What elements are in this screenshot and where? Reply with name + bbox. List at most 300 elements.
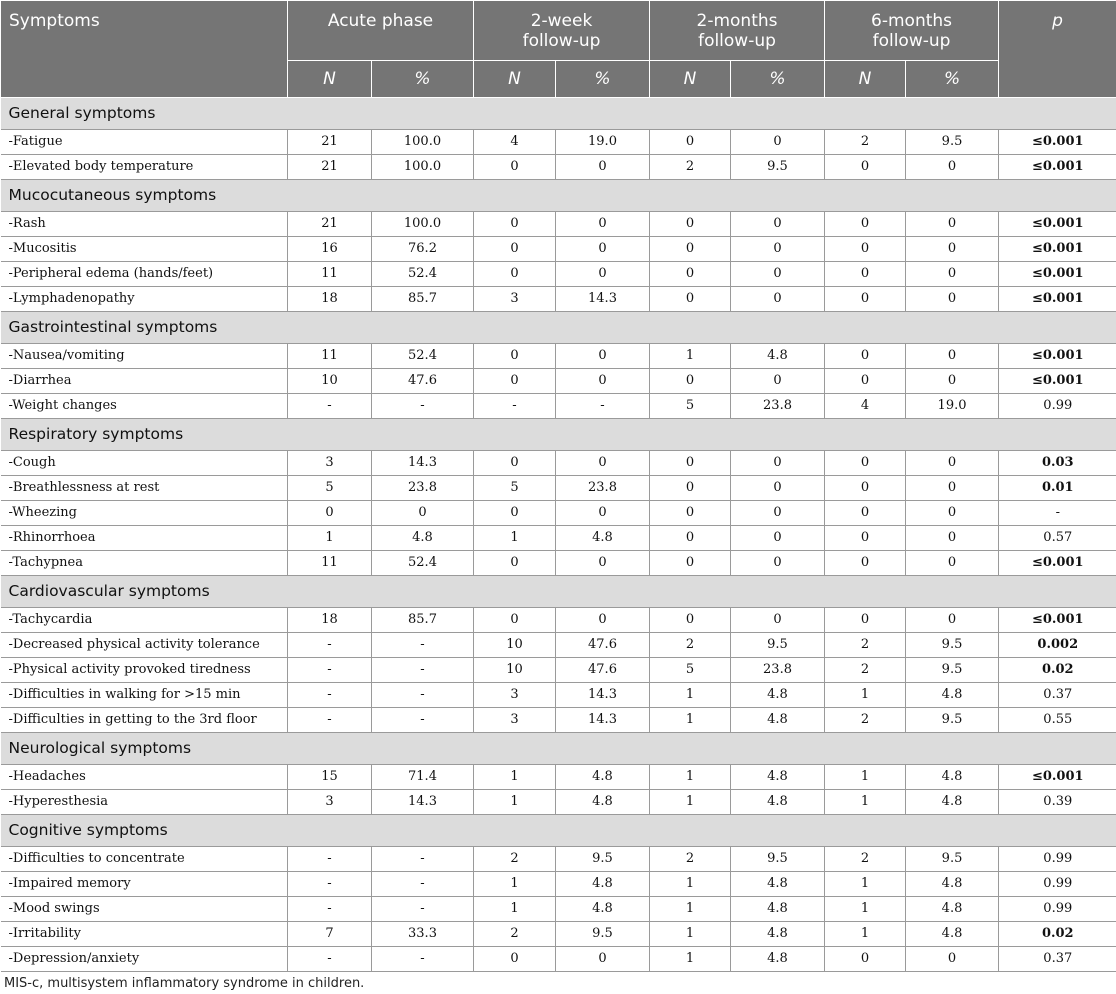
count-cell: 0	[474, 155, 556, 180]
section-title: Mucocutaneous symptoms	[1, 180, 1116, 212]
count-cell: 0	[650, 130, 731, 155]
p-value: ≤0.001	[1031, 373, 1084, 388]
percent-cell: 4.8	[906, 683, 999, 708]
p-value: ≤0.001	[1031, 241, 1084, 256]
table-row	[1, 394, 1116, 419]
count-cell: 15	[288, 765, 372, 790]
percent-cell: 0	[906, 237, 999, 262]
count-cell: 2	[825, 130, 906, 155]
p-value-cell	[999, 947, 1116, 972]
count-cell: 11	[288, 344, 372, 369]
footnote: MIS-c, multisystem inflammatory syndrome in children.	[4, 976, 365, 991]
header-p-value: p	[999, 1, 1116, 98]
count-cell: 1	[474, 765, 556, 790]
section-row	[1, 733, 1116, 765]
p-value-cell	[999, 451, 1116, 476]
header-sub-n: N	[288, 61, 372, 98]
count-cell: 10	[474, 658, 556, 683]
percent-cell: 0	[906, 947, 999, 972]
percent-cell: 0	[731, 262, 825, 287]
p-value-cell	[999, 155, 1116, 180]
symptom-name: -Headaches	[1, 765, 288, 790]
count-cell: 3	[474, 683, 556, 708]
p-value-cell	[999, 872, 1116, 897]
percent-cell: -	[372, 897, 474, 922]
table-row	[1, 526, 1116, 551]
percent-cell: 0	[731, 476, 825, 501]
percent-cell: 4.8	[556, 790, 650, 815]
p-value: ≤0.001	[1031, 266, 1084, 281]
p-value-cell	[999, 608, 1116, 633]
symptom-name: -Breathlessness at rest	[1, 476, 288, 501]
count-cell: 0	[650, 262, 731, 287]
table-row	[1, 287, 1116, 312]
symptom-name: -Impaired memory	[1, 872, 288, 897]
count-cell: 0	[825, 501, 906, 526]
count-cell: 3	[288, 451, 372, 476]
percent-cell: 23.8	[372, 476, 474, 501]
section-row	[1, 312, 1116, 344]
count-cell: 0	[825, 237, 906, 262]
section-row	[1, 180, 1116, 212]
table-body	[1, 98, 1116, 972]
p-value-cell	[999, 551, 1116, 576]
table-row	[1, 476, 1116, 501]
count-cell: 11	[288, 551, 372, 576]
percent-cell: 4.8	[906, 897, 999, 922]
symptom-name: -Mood swings	[1, 897, 288, 922]
count-cell: 0	[650, 501, 731, 526]
count-cell: 1	[474, 526, 556, 551]
percent-cell: 100.0	[372, 155, 474, 180]
percent-cell: 14.3	[372, 451, 474, 476]
p-value: ≤0.001	[1031, 291, 1084, 306]
section-row	[1, 419, 1116, 451]
table-row	[1, 897, 1116, 922]
count-cell: 1	[650, 790, 731, 815]
percent-cell: 4.8	[556, 897, 650, 922]
symptom-name: -Peripheral edema (hands/feet)	[1, 262, 288, 287]
percent-cell: -	[372, 872, 474, 897]
count-cell: 1	[650, 765, 731, 790]
percent-cell: 0	[906, 451, 999, 476]
p-value-cell	[999, 262, 1116, 287]
count-cell: 21	[288, 130, 372, 155]
count-cell: 0	[650, 237, 731, 262]
count-cell: 0	[650, 369, 731, 394]
count-cell: 3	[474, 708, 556, 733]
percent-cell: 0	[906, 287, 999, 312]
percent-cell: 9.5	[556, 847, 650, 872]
percent-cell: 0	[731, 608, 825, 633]
table-row	[1, 344, 1116, 369]
count-cell: 0	[288, 501, 372, 526]
table-row	[1, 683, 1116, 708]
p-value: ≤0.001	[1031, 348, 1084, 363]
count-cell: 0	[474, 212, 556, 237]
percent-cell: 0	[556, 451, 650, 476]
count-cell: 2	[825, 708, 906, 733]
count-cell: 1	[474, 790, 556, 815]
count-cell: 5	[650, 394, 731, 419]
p-value-cell	[999, 897, 1116, 922]
count-cell: 0	[650, 476, 731, 501]
percent-cell: 0	[556, 344, 650, 369]
percent-cell: -	[372, 633, 474, 658]
p-value-cell	[999, 237, 1116, 262]
symptom-name: -Physical activity provoked tiredness	[1, 658, 288, 683]
count-cell: -	[288, 847, 372, 872]
p-value-cell	[999, 287, 1116, 312]
p-value: 0.99	[1043, 901, 1073, 916]
count-cell: 4	[474, 130, 556, 155]
percent-cell: 14.3	[556, 287, 650, 312]
percent-cell: -	[372, 847, 474, 872]
count-cell: 0	[825, 212, 906, 237]
percent-cell: 0	[731, 551, 825, 576]
count-cell: 1	[650, 683, 731, 708]
percent-cell: 0	[556, 947, 650, 972]
table-row	[1, 947, 1116, 972]
percent-cell: -	[372, 947, 474, 972]
percent-cell: 4.8	[731, 922, 825, 947]
symptom-name: -Wheezing	[1, 501, 288, 526]
percent-cell: 0	[731, 212, 825, 237]
header-sub-pct: %	[556, 61, 650, 98]
section-row	[1, 576, 1116, 608]
percent-cell: 9.5	[906, 130, 999, 155]
header-2-months: 2-months follow-up	[650, 1, 825, 61]
symptom-name: -Tachypnea	[1, 551, 288, 576]
symptom-name: -Weight changes	[1, 394, 288, 419]
percent-cell: 9.5	[906, 658, 999, 683]
header-sub-pct: %	[906, 61, 999, 98]
p-value-cell	[999, 658, 1116, 683]
count-cell: 2	[825, 633, 906, 658]
header-sub-pct: %	[372, 61, 474, 98]
count-cell: 10	[474, 633, 556, 658]
p-value-cell	[999, 922, 1116, 947]
percent-cell: 4.8	[731, 872, 825, 897]
p-value: 0.39	[1043, 794, 1073, 809]
section-title: Gastrointestinal symptoms	[1, 312, 1116, 344]
p-value: ≤0.001	[1031, 555, 1084, 570]
table-row	[1, 658, 1116, 683]
section-title: Cardiovascular symptoms	[1, 576, 1116, 608]
count-cell: 5	[474, 476, 556, 501]
count-cell: 1	[825, 683, 906, 708]
percent-cell: 0	[906, 262, 999, 287]
count-cell: 0	[825, 947, 906, 972]
p-value-cell	[999, 212, 1116, 237]
percent-cell: 0	[731, 526, 825, 551]
percent-cell: 4.8	[372, 526, 474, 551]
percent-cell: 23.8	[731, 658, 825, 683]
percent-cell: 4.8	[556, 765, 650, 790]
count-cell: 3	[288, 790, 372, 815]
table-row	[1, 155, 1116, 180]
percent-cell: 9.5	[731, 633, 825, 658]
percent-cell: 0	[731, 287, 825, 312]
p-value-cell	[999, 501, 1116, 526]
percent-cell: 0	[556, 501, 650, 526]
count-cell: 18	[288, 608, 372, 633]
symptom-name: -Difficulties to concentrate	[1, 847, 288, 872]
count-cell: 0	[825, 476, 906, 501]
count-cell: 0	[650, 608, 731, 633]
count-cell: 2	[474, 847, 556, 872]
table-row	[1, 790, 1116, 815]
p-value: 0.37	[1043, 687, 1073, 702]
count-cell: 2	[825, 658, 906, 683]
section-title: Neurological symptoms	[1, 733, 1116, 765]
table-row	[1, 708, 1116, 733]
percent-cell: 0	[731, 501, 825, 526]
percent-cell: 4.8	[731, 344, 825, 369]
table-row	[1, 633, 1116, 658]
percent-cell: 14.3	[372, 790, 474, 815]
count-cell: 7	[288, 922, 372, 947]
header-sub-n: N	[825, 61, 906, 98]
count-cell: 11	[288, 262, 372, 287]
percent-cell: 76.2	[372, 237, 474, 262]
header-2-week: 2-week follow-up	[474, 1, 650, 61]
percent-cell: -	[372, 658, 474, 683]
table-row	[1, 872, 1116, 897]
percent-cell: 0	[731, 369, 825, 394]
table-row	[1, 922, 1116, 947]
percent-cell: 4.8	[731, 708, 825, 733]
p-value: ≤0.001	[1031, 612, 1084, 627]
p-value: 0.002	[1037, 637, 1079, 652]
count-cell: 1	[825, 765, 906, 790]
percent-cell: 0	[556, 212, 650, 237]
p-value-cell	[999, 708, 1116, 733]
symptom-name: -Mucositis	[1, 237, 288, 262]
symptom-name: -Rhinorrhoea	[1, 526, 288, 551]
p-value: 0.02	[1041, 662, 1074, 677]
count-cell: 4	[825, 394, 906, 419]
symptom-name: -Diarrhea	[1, 369, 288, 394]
percent-cell: 4.8	[906, 872, 999, 897]
percent-cell: 85.7	[372, 287, 474, 312]
percent-cell: 47.6	[556, 658, 650, 683]
percent-cell: 0	[731, 451, 825, 476]
p-value-cell	[999, 683, 1116, 708]
header-sub-n: N	[474, 61, 556, 98]
p-value: ≤0.001	[1031, 769, 1084, 784]
count-cell: -	[288, 708, 372, 733]
count-cell: -	[474, 394, 556, 419]
count-cell: 0	[825, 369, 906, 394]
count-cell: 0	[825, 262, 906, 287]
count-cell: 2	[825, 847, 906, 872]
percent-cell: 9.5	[731, 155, 825, 180]
count-cell: 0	[474, 947, 556, 972]
p-value: -	[1055, 505, 1060, 520]
count-cell: 0	[474, 501, 556, 526]
count-cell: 0	[825, 451, 906, 476]
percent-cell: 100.0	[372, 130, 474, 155]
count-cell: -	[288, 872, 372, 897]
count-cell: -	[288, 947, 372, 972]
symptom-name: -Depression/anxiety	[1, 947, 288, 972]
count-cell: 0	[825, 551, 906, 576]
percent-cell: 0	[906, 155, 999, 180]
symptom-name: -Cough	[1, 451, 288, 476]
percent-cell: 0	[731, 237, 825, 262]
count-cell: 0	[650, 451, 731, 476]
p-value-cell	[999, 344, 1116, 369]
count-cell: 5	[650, 658, 731, 683]
header-acute-phase: Acute phase	[288, 1, 474, 61]
percent-cell: 0	[556, 608, 650, 633]
count-cell: 0	[474, 608, 556, 633]
count-cell: 16	[288, 237, 372, 262]
p-value: 0.99	[1043, 851, 1073, 866]
percent-cell: 4.8	[731, 765, 825, 790]
symptom-name: -Hyperesthesia	[1, 790, 288, 815]
count-cell: 1	[650, 708, 731, 733]
percent-cell: 4.8	[906, 922, 999, 947]
percent-cell: 14.3	[556, 708, 650, 733]
symptom-name: -Tachycardia	[1, 608, 288, 633]
table-row	[1, 369, 1116, 394]
percent-cell: 4.8	[731, 790, 825, 815]
count-cell: -	[288, 394, 372, 419]
percent-cell: 14.3	[556, 683, 650, 708]
count-cell: 1	[650, 947, 731, 972]
percent-cell: -	[372, 394, 474, 419]
count-cell: 10	[288, 369, 372, 394]
p-value: 0.02	[1041, 926, 1074, 941]
p-value-cell	[999, 526, 1116, 551]
count-cell: 0	[474, 237, 556, 262]
p-value-cell	[999, 369, 1116, 394]
table-row	[1, 608, 1116, 633]
percent-cell: 23.8	[556, 476, 650, 501]
percent-cell: 52.4	[372, 551, 474, 576]
percent-cell: 0	[906, 476, 999, 501]
table-row	[1, 551, 1116, 576]
count-cell: -	[288, 897, 372, 922]
count-cell: 3	[474, 287, 556, 312]
table-row	[1, 765, 1116, 790]
count-cell: 18	[288, 287, 372, 312]
count-cell: 21	[288, 155, 372, 180]
percent-cell: 71.4	[372, 765, 474, 790]
count-cell: 0	[474, 344, 556, 369]
header-sub-pct: %	[731, 61, 825, 98]
count-cell: 0	[650, 212, 731, 237]
percent-cell: 100.0	[372, 212, 474, 237]
count-cell: -	[288, 683, 372, 708]
p-value: 0.99	[1043, 398, 1073, 413]
count-cell: 0	[650, 551, 731, 576]
p-value: ≤0.001	[1031, 216, 1084, 231]
count-cell: 1	[825, 922, 906, 947]
section-title: Respiratory symptoms	[1, 419, 1116, 451]
count-cell: 2	[650, 847, 731, 872]
percent-cell: -	[372, 708, 474, 733]
count-cell: 1	[650, 922, 731, 947]
count-cell: 0	[825, 526, 906, 551]
header-6-months: 6-months follow-up	[825, 1, 999, 61]
count-cell: 2	[474, 922, 556, 947]
count-cell: 21	[288, 212, 372, 237]
percent-cell: 0	[556, 551, 650, 576]
percent-cell: 52.4	[372, 262, 474, 287]
count-cell: 1	[650, 897, 731, 922]
symptom-name: -Rash	[1, 212, 288, 237]
symptom-name: -Irritability	[1, 922, 288, 947]
percent-cell: 0	[906, 501, 999, 526]
section-title: General symptoms	[1, 98, 1116, 130]
percent-cell: 9.5	[906, 633, 999, 658]
count-cell: 1	[825, 790, 906, 815]
percent-cell: 0	[731, 130, 825, 155]
percent-cell: 19.0	[906, 394, 999, 419]
count-cell: 1	[825, 872, 906, 897]
p-value: 0.01	[1041, 480, 1074, 495]
percent-cell: 33.3	[372, 922, 474, 947]
symptom-name: -Difficulties in walking for >15 min	[1, 683, 288, 708]
percent-cell: 52.4	[372, 344, 474, 369]
header-symptoms: Symptoms	[1, 1, 288, 98]
percent-cell: -	[372, 683, 474, 708]
percent-cell: 9.5	[906, 708, 999, 733]
count-cell: 0	[825, 155, 906, 180]
p-value: 0.99	[1043, 876, 1073, 891]
p-value-cell	[999, 790, 1116, 815]
p-value: 0.57	[1043, 530, 1073, 545]
percent-cell: 85.7	[372, 608, 474, 633]
count-cell: 1	[650, 344, 731, 369]
percent-cell: 0	[372, 501, 474, 526]
table-row	[1, 237, 1116, 262]
count-cell: 1	[474, 872, 556, 897]
count-cell: 1	[825, 897, 906, 922]
percent-cell: 4.8	[731, 683, 825, 708]
percent-cell: 0	[556, 262, 650, 287]
percent-cell: 0	[906, 526, 999, 551]
percent-cell: 9.5	[906, 847, 999, 872]
count-cell: 0	[650, 526, 731, 551]
symptom-name: -Elevated body temperature	[1, 155, 288, 180]
count-cell: 2	[650, 155, 731, 180]
header-sub-n: N	[650, 61, 731, 98]
percent-cell: 47.6	[372, 369, 474, 394]
table-row	[1, 501, 1116, 526]
percent-cell: 4.8	[556, 872, 650, 897]
percent-cell: 9.5	[556, 922, 650, 947]
count-cell: 1	[288, 526, 372, 551]
symptom-name: -Lymphadenopathy	[1, 287, 288, 312]
p-value-cell	[999, 765, 1116, 790]
percent-cell: 0	[906, 369, 999, 394]
count-cell: 2	[650, 633, 731, 658]
percent-cell: 4.8	[906, 765, 999, 790]
p-value-cell	[999, 633, 1116, 658]
count-cell: 1	[650, 872, 731, 897]
table-row	[1, 451, 1116, 476]
count-cell: -	[288, 658, 372, 683]
percent-cell: 19.0	[556, 130, 650, 155]
p-value: ≤0.001	[1031, 159, 1084, 174]
count-cell: 0	[474, 451, 556, 476]
percent-cell: 9.5	[731, 847, 825, 872]
percent-cell: 0	[556, 369, 650, 394]
